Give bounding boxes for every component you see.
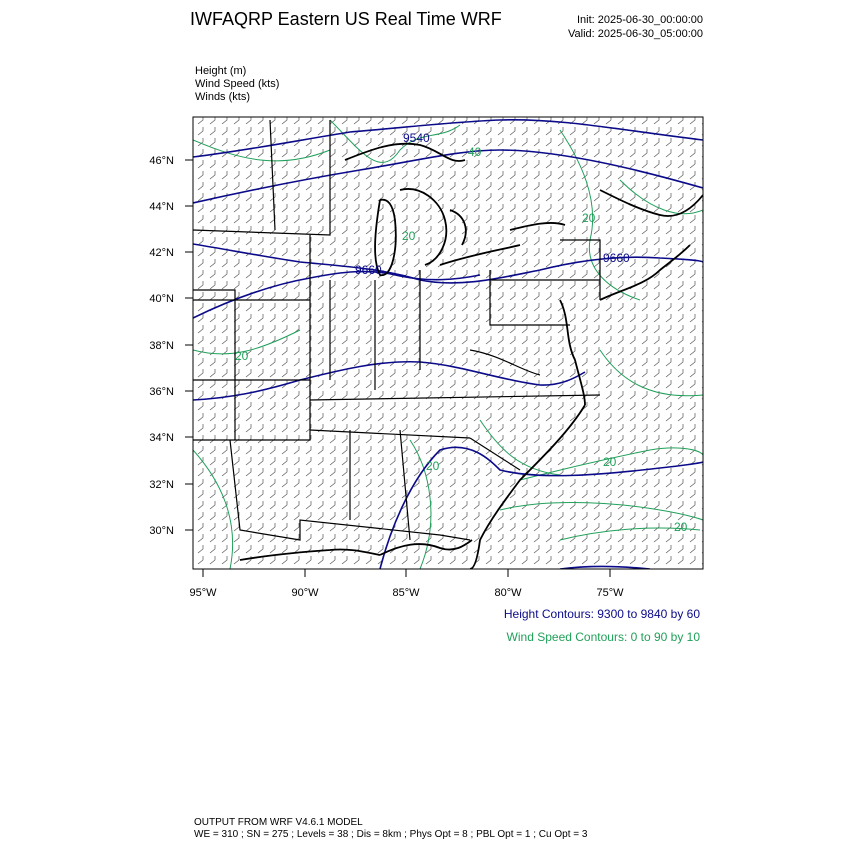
model-info-line: OUTPUT FROM WRF V4.6.1 MODEL [194, 817, 363, 828]
y-tick-label: 30°N [149, 525, 174, 537]
wind-contour-label: 20 [582, 211, 596, 225]
x-tick-label: 85°W [392, 587, 420, 599]
wind-contour-label: 20 [235, 349, 249, 363]
x-axis [203, 569, 610, 577]
wind-contour-label: 20 [674, 520, 688, 534]
y-tick-label: 42°N [149, 247, 174, 259]
y-tick-label: 32°N [149, 479, 174, 491]
x-tick-label: 75°W [596, 587, 624, 599]
field-wind-speed-label: Wind Speed (kts) [195, 78, 280, 90]
wind-contour-label: 20 [426, 459, 440, 473]
height-contour-label: 9540 [403, 131, 430, 145]
wind-contour-label: 40 [468, 145, 482, 159]
y-tick-label: 34°N [149, 432, 174, 444]
height-contour-label: 9660 [355, 263, 382, 277]
wind-contour-label: 20 [603, 455, 617, 469]
height-contours-legend: Height Contours: 9300 to 9840 by 60 [503, 607, 700, 621]
map-plot-area [193, 116, 707, 569]
model-config-line: WE = 310 ; SN = 275 ; Levels = 38 ; Dis = 8km ; Phys Opt = 8 ; PBL Opt = 1 ; Cu Opt = 3 [194, 829, 588, 840]
x-tick-label: 80°W [494, 587, 522, 599]
field-winds-label: Winds (kts) [195, 91, 250, 103]
valid-time: Valid: 2025-06-30_05:00:00 [568, 28, 703, 40]
height-contour-label: 9660 [603, 251, 630, 265]
y-tick-label: 38°N [149, 340, 174, 352]
y-tick-label: 40°N [149, 293, 174, 305]
wind-contour-label: 20 [402, 229, 416, 243]
y-tick-label: 36°N [149, 386, 174, 398]
y-axis [185, 160, 193, 530]
map-title: IWFAQRP Eastern US Real Time WRF [190, 9, 502, 29]
x-tick-label: 95°W [189, 587, 217, 599]
wind-speed-contours-legend: Wind Speed Contours: 0 to 90 by 10 [506, 630, 700, 644]
field-height-label: Height (m) [195, 65, 247, 77]
y-tick-label: 44°N [149, 201, 174, 213]
x-tick-label: 90°W [291, 587, 319, 599]
init-time: Init: 2025-06-30_00:00:00 [577, 14, 703, 26]
y-tick-label: 46°N [149, 155, 174, 167]
